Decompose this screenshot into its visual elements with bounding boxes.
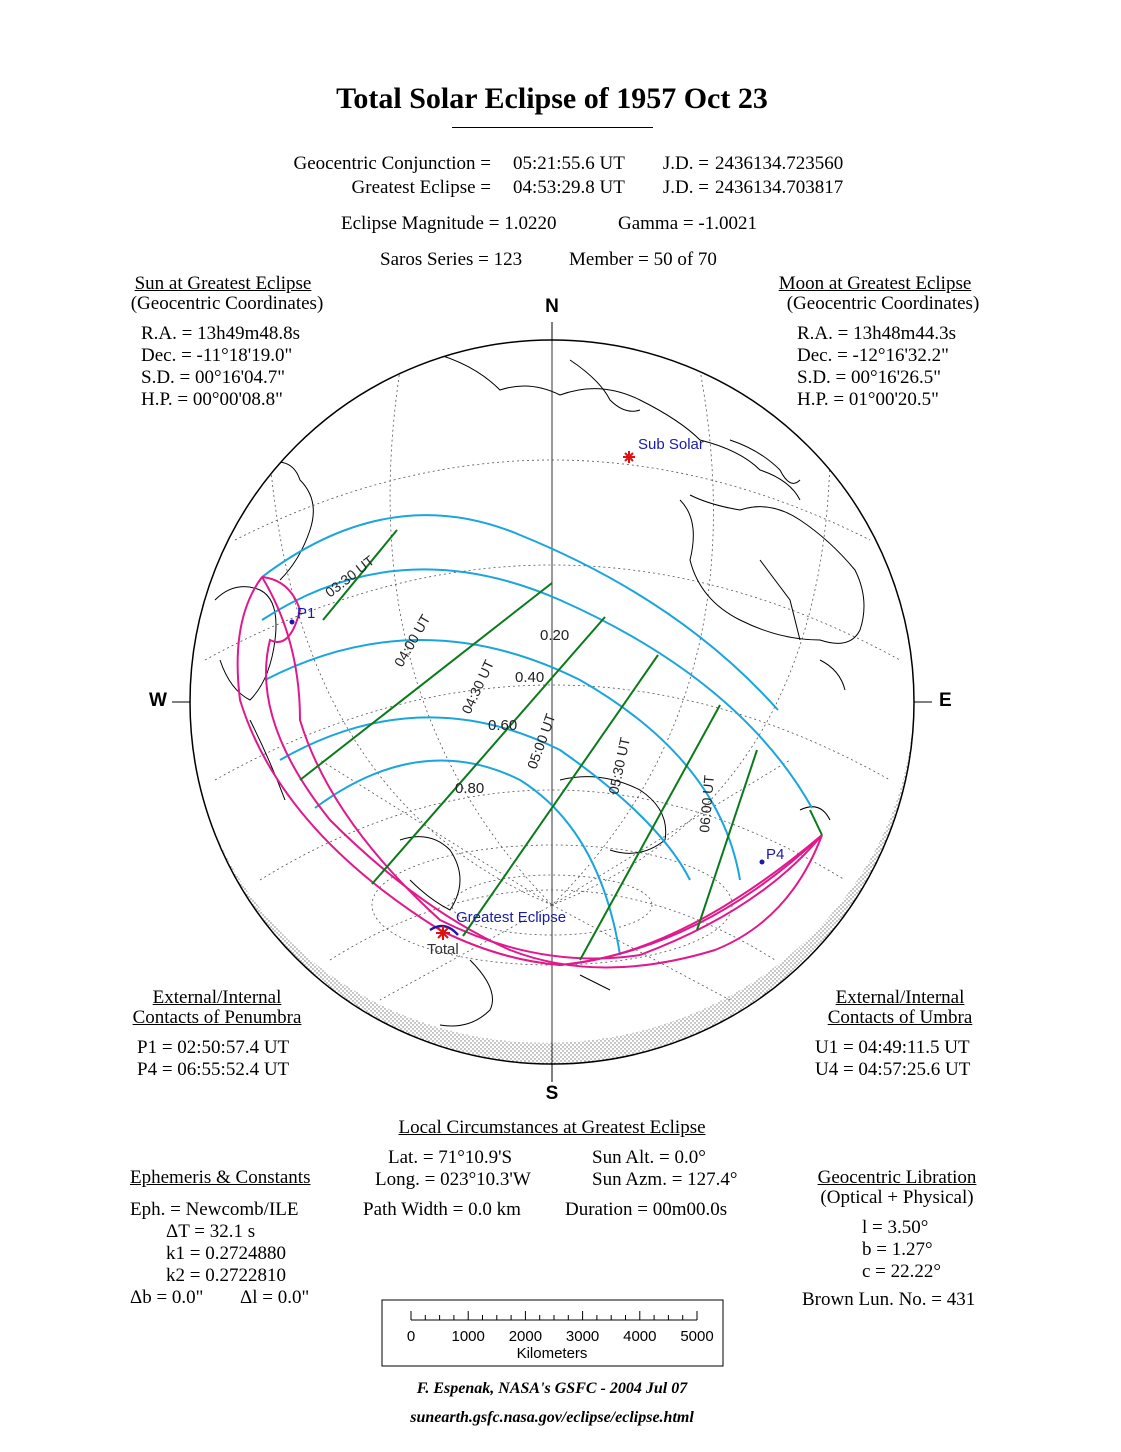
- brown-lunation-number: Brown Lun. No. = 431: [802, 1289, 976, 1310]
- magnitude-label: 0.40: [515, 669, 545, 686]
- credit-line: F. Espenak, NASA's GSFC - 2004 Jul 07: [416, 1380, 688, 1397]
- compass-west: W: [149, 690, 167, 711]
- moon-ra: R.A. = 13h48m44.3s: [797, 323, 957, 344]
- conjunction-jd: 2436134.723560: [715, 153, 844, 174]
- libration-heading: Geocentric Libration: [817, 1167, 977, 1188]
- scale-tick-label: 1000: [451, 1328, 485, 1345]
- scale-tick-label: 2000: [508, 1328, 543, 1345]
- time-label: 03:30 UT: [321, 552, 378, 601]
- sun-dec: Dec. = -11°18'19.0": [141, 345, 293, 366]
- conjunction-time: 05:21:55.6 UT: [513, 153, 625, 174]
- greatest-eclipse-map-label: Greatest Eclipse: [456, 909, 567, 926]
- longitude-lines: [270, 370, 830, 1000]
- time-label: 05:30 UT: [605, 735, 633, 796]
- moon-sd: S.D. = 00°16'26.5": [797, 367, 942, 388]
- local-lat: Lat. = 71°10.9'S: [388, 1147, 513, 1168]
- ephemeris-delta-t: ΔT = 32.1 s: [166, 1221, 256, 1242]
- sun-hp: H.P. = 00°00'08.8": [141, 389, 283, 410]
- umbra-u4: U4 = 04:57:25.6 UT: [815, 1059, 971, 1080]
- moon-hp: H.P. = 01°00'20.5": [797, 389, 939, 410]
- local-long: Long. = 023°10.3'W: [375, 1169, 531, 1190]
- penumbra-heading-1: External/Internal: [152, 987, 282, 1008]
- sun-heading: Sun at Greatest Eclipse: [134, 273, 312, 294]
- ephemeris-eph: Eph. = Newcomb/ILE: [130, 1199, 299, 1220]
- libration-c: c = 22.22°: [862, 1261, 941, 1282]
- local-sun-alt: Sun Alt. = 0.0°: [592, 1147, 706, 1168]
- magnitude-label: 0.80: [455, 780, 485, 797]
- time-label: 06:00 UT: [696, 774, 718, 834]
- sun-sd: S.D. = 00°16'04.7": [141, 367, 286, 388]
- page-title: Total Solar Eclipse of 1957 Oct 23: [336, 82, 768, 115]
- libration-l: l = 3.50°: [862, 1217, 929, 1238]
- time-label: 05:00 UT: [523, 711, 559, 772]
- umbra-heading-2: Contacts of Umbra: [827, 1007, 973, 1028]
- umbra-heading-1: External/Internal: [835, 987, 965, 1008]
- compass-north: N: [545, 296, 559, 317]
- conjunction-jd-label: J.D. =: [662, 153, 709, 174]
- local-sun-azm: Sun Azm. = 127.4°: [592, 1169, 738, 1190]
- ephemeris-delta-b: Δb = 0.0": [130, 1287, 204, 1308]
- greatest-eclipse-label: Greatest Eclipse =: [351, 177, 491, 198]
- scale-bar-unit: Kilometers: [516, 1345, 588, 1362]
- sun-subheading: (Geocentric Coordinates): [130, 293, 324, 314]
- penumbra-p4: P4 = 06:55:52.4 UT: [137, 1059, 290, 1080]
- moon-heading: Moon at Greatest Eclipse: [778, 273, 972, 294]
- greatest-eclipse-marker: [436, 926, 450, 940]
- penumbra-heading-2: Contacts of Penumbra: [132, 1007, 302, 1028]
- p1-map-label: P1: [297, 605, 316, 622]
- conjunction-label: Geocentric Conjunction =: [293, 153, 491, 174]
- scale-tick-label: 3000: [565, 1328, 600, 1345]
- saros-series: Saros Series = 123: [380, 249, 523, 270]
- p1-dot: [290, 620, 295, 625]
- local-path-width: Path Width = 0.0 km: [363, 1199, 521, 1220]
- total-map-label: Total: [427, 941, 459, 958]
- moon-subheading: (Geocentric Coordinates): [786, 293, 980, 314]
- time-label: 04:30 UT: [458, 657, 498, 717]
- latitude-lines: [205, 460, 900, 965]
- magnitude-label: 0.20: [540, 627, 570, 644]
- sub-solar-marker: [623, 451, 635, 463]
- scale-tick-label: 0: [406, 1328, 416, 1345]
- penumbra-p1: P1 = 02:50:57.4 UT: [137, 1037, 290, 1058]
- gamma: Gamma = -1.0021: [618, 213, 757, 234]
- ephemeris-heading: Ephemeris & Constants: [130, 1167, 311, 1188]
- magnitude-label: 0.60: [488, 717, 518, 734]
- p4-dot: [760, 860, 765, 865]
- scale-tick-label: 5000: [680, 1328, 714, 1345]
- compass-south: S: [545, 1083, 559, 1104]
- ephemeris-k1: k1 = 0.2724880: [166, 1243, 286, 1264]
- greatest-eclipse-time: 04:53:29.8 UT: [513, 177, 625, 198]
- local-heading: Local Circumstances at Greatest Eclipse: [398, 1117, 706, 1138]
- ephemeris-delta-l: Δl = 0.0": [240, 1287, 310, 1308]
- sun-ra: R.A. = 13h49m48.8s: [141, 323, 301, 344]
- greatest-eclipse-jd-label: J.D. =: [662, 177, 709, 198]
- source-url: sunearth.gsfc.nasa.gov/eclipse/eclipse.html: [410, 1409, 694, 1426]
- ephemeris-k2: k2 = 0.2722810: [166, 1265, 286, 1286]
- p4-map-label: P4: [766, 846, 785, 863]
- sub-solar-label: Sub Solar: [638, 436, 704, 453]
- eclipse-magnitude: Eclipse Magnitude = 1.0220: [341, 213, 557, 234]
- local-duration: Duration = 00m00.0s: [565, 1199, 728, 1220]
- saros-member: Member = 50 of 70: [569, 249, 717, 270]
- compass-east: E: [939, 690, 952, 711]
- umbra-u1: U1 = 04:49:11.5 UT: [815, 1037, 970, 1058]
- greatest-eclipse-jd: 2436134.703817: [715, 177, 844, 198]
- libration-b: b = 1.27°: [862, 1239, 933, 1260]
- scale-tick-label: 4000: [623, 1328, 657, 1345]
- time-label: 04:00 UT: [390, 611, 434, 670]
- libration-subheading: (Optical + Physical): [820, 1187, 974, 1208]
- moon-dec: Dec. = -12°16'32.2": [797, 345, 949, 366]
